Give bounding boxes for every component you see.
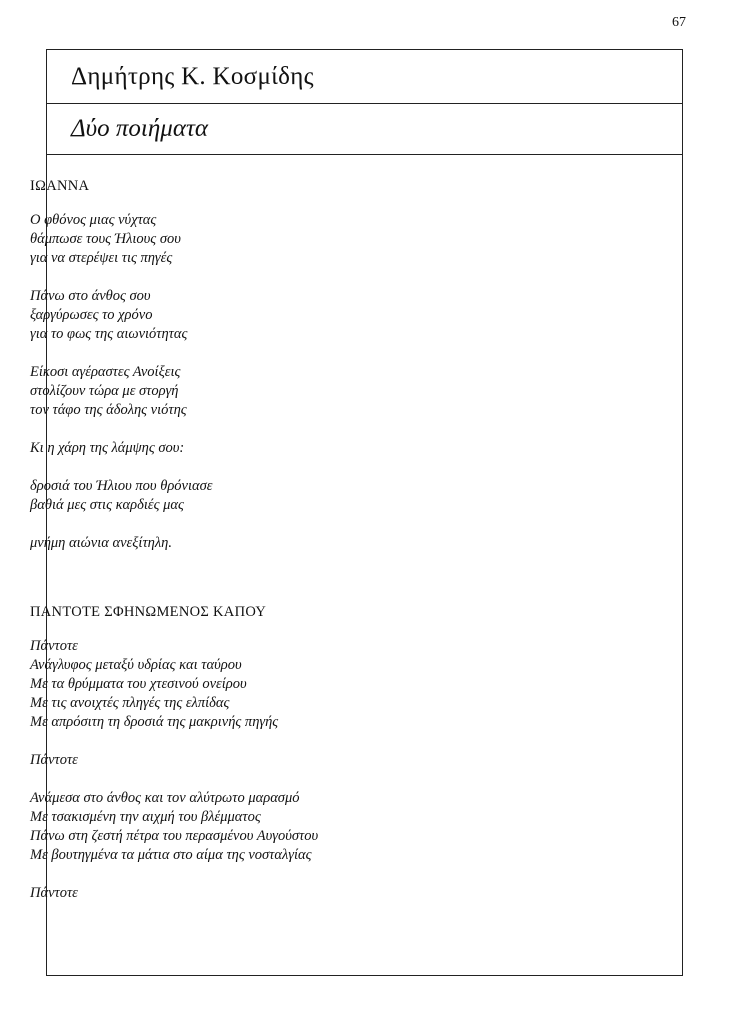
poem-stanza — [30, 751, 610, 770]
poem-line: θάμπωσε τους Ήλιους σου — [30, 231, 181, 247]
author-row — [47, 50, 682, 104]
work-title: Δύο ποιήματα — [71, 115, 209, 142]
poem-stanza — [30, 363, 610, 420]
poem-line: Με τσακισμένη την αιχμή του βλέμματος — [30, 809, 261, 825]
poem-stanza — [30, 439, 610, 458]
poem-line: βαθιά μες στις καρδιές μας — [30, 497, 184, 513]
poem-line: Με τις ανοιχτές πληγές της ελπίδας — [30, 695, 230, 711]
poem-line: Πάνω στη ζεστή πέτρα του περασμένου Αυγούστου — [30, 828, 319, 844]
poems-content — [30, 177, 610, 903]
poem-line: ξαργύρωσες το χρόνο — [30, 307, 153, 323]
author-name: Δημήτρης Κ. Κοσμίδης — [71, 62, 314, 90]
poem-ioanna — [30, 177, 610, 553]
title-row — [47, 104, 682, 155]
poem-stanza — [30, 211, 610, 268]
page-number: 67 — [672, 15, 686, 30]
poem-line: για να στερέψει τις πηγές — [30, 250, 173, 266]
poem-line: Πάντοτε — [30, 638, 78, 654]
poem-line: Με τα θρύμματα του χτεσινού ονείρου — [30, 676, 247, 692]
poem-line: Είκοσι αγέραστες Ανοίξεις — [30, 364, 181, 380]
poem-stanza — [30, 789, 610, 865]
poem-pantote — [30, 603, 610, 903]
poem-stanza — [30, 884, 610, 903]
poem-line: μνήμη αιώνια ανεξίτηλη. — [30, 535, 172, 551]
poem-line: τον τάφο της άδολης νιότης — [30, 402, 187, 418]
poem-line: Κι η χάρη της λάμψης σου: — [30, 440, 185, 456]
poem-stanza — [30, 287, 610, 344]
poem-line: Ανάμεσα στο άνθος και τον αλύτρωτο μαρασμό — [30, 790, 300, 806]
poem-line: Πάντοτε — [30, 752, 78, 768]
poem-line: Πάνω στο άνθος σου — [30, 288, 151, 304]
poem-stanza — [30, 637, 610, 732]
poem-line: στολίζουν τώρα με στοργή — [30, 383, 179, 399]
poem-line: Με απρόσιτη τη δροσιά της μακρινής πηγής — [30, 714, 279, 730]
poem-line: Με βουτηγμένα τα μάτια στο αίμα της νοσταλγίας — [30, 847, 312, 863]
poem-title: ΙΩΑΝΝΑ — [30, 178, 90, 194]
poem-line: Ο φθόνος μιας νύχτας — [30, 212, 157, 228]
poem-title: ΠΑΝΤΟΤΕ ΣΦΗΝΩΜΕΝΟΣ ΚΑΠΟΥ — [30, 604, 267, 620]
poem-line: Ανάγλυφος μεταξύ υδρίας και ταύρου — [30, 657, 242, 673]
poem-line: δροσιά του Ήλιου που θρόνιασε — [30, 478, 213, 494]
poem-stanza — [30, 477, 610, 515]
poem-stanza — [30, 534, 610, 553]
poem-line: Πάντοτε — [30, 885, 78, 901]
poem-line: για το φως της αιωνιότητας — [30, 326, 188, 342]
